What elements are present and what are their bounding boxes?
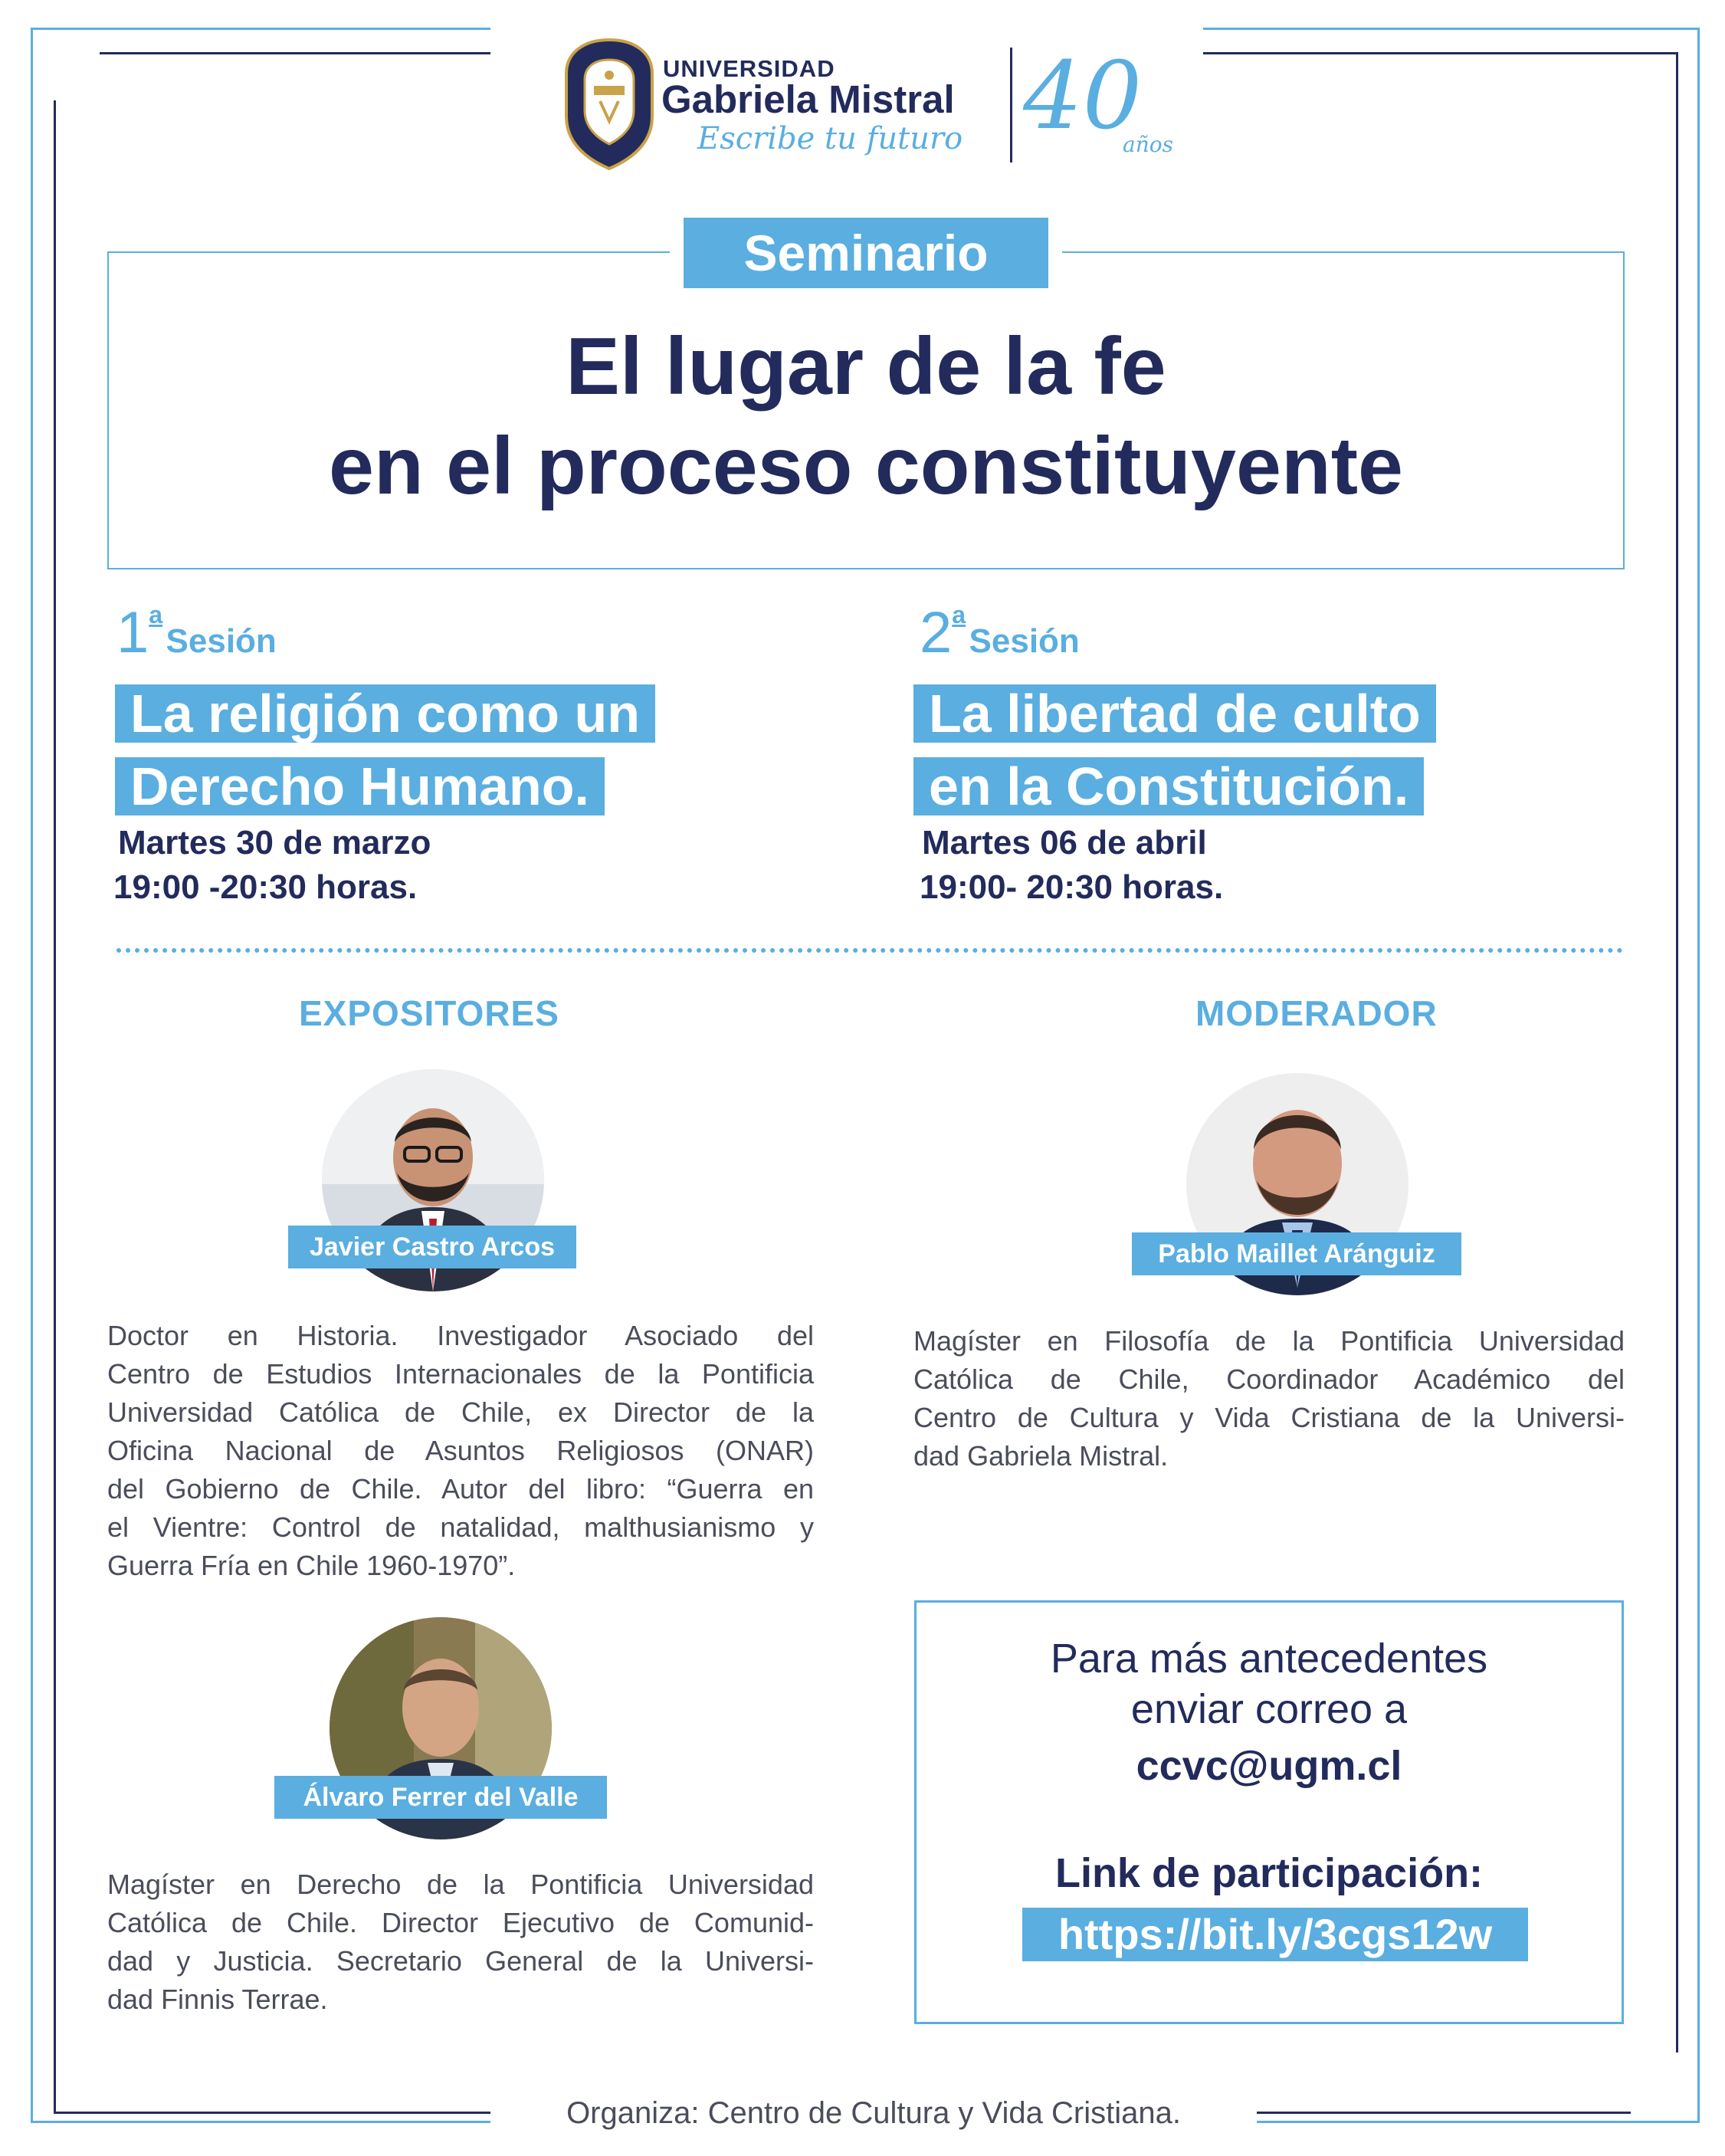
speaker-2-bio	[107, 1866, 814, 2019]
anniversary-number: 40	[1023, 41, 1143, 150]
speaker-2-bio-line: Magíster en Derecho de la Pontificia Universidad	[107, 1869, 814, 1900]
logo-divider	[1010, 48, 1012, 162]
speaker-1-bio-line: Doctor en Historia. Investigador Asociado del	[107, 1320, 814, 1351]
speaker-1-bio-line: del Gobierno de Chile. Autor del libro: “Guerra en	[107, 1473, 814, 1505]
moderator-bio-line: Católica de Chile, Coordinador Académico del	[913, 1363, 1625, 1395]
session-1-topic-line1: La religión como un	[115, 684, 655, 743]
session-2-superscript: a	[952, 601, 966, 628]
session-1-header	[116, 600, 277, 665]
speaker-1-bio-line: Centro de Estudios Internacionales de la Pontificia	[107, 1358, 814, 1390]
moderator-bio	[913, 1322, 1625, 1475]
expositores-heading: EXPOSITORES	[299, 993, 559, 1033]
moderator-bio-line: Centro de Cultura y Vida Cristiana de la Universi-	[913, 1402, 1625, 1433]
session-2-header	[920, 600, 1080, 665]
speaker-1-bio	[107, 1317, 814, 1585]
contact-line1: Para más antecedentes	[1050, 1636, 1488, 1682]
frame-corner-bottom-right	[1631, 2053, 1700, 2123]
contact-email-link[interactable]: ccvc@ugm.cl	[1136, 1743, 1402, 1789]
university-name: Gabriela Mistral	[661, 77, 955, 121]
session-1-topic-line2: Derecho Humano.	[115, 757, 605, 815]
session-2-number: 2	[920, 600, 953, 665]
event-title-line2: en el proceso constituyente	[329, 421, 1403, 511]
speaker-1-bio-line: el Vientre: Control de natalidad, malthusianismo y	[107, 1511, 814, 1543]
moderador-heading: MODERADOR	[1195, 993, 1438, 1033]
university-seal-logo	[563, 37, 655, 172]
moderator-name-tag: Pablo Maillet Aránguiz	[1132, 1232, 1461, 1275]
speaker-1-bio-line: Guerra Fría en Chile 1960-1970”.	[107, 1550, 516, 1581]
participation-link[interactable]: https://bit.ly/3cgs12w	[1022, 1908, 1528, 1961]
session-1-superscript: a	[149, 601, 163, 628]
session-1-label: Sesión	[166, 622, 277, 660]
moderator-bio-line: Magíster en Filosofía de la Pontificia Universidad	[913, 1325, 1625, 1357]
participation-link-label: Link de participación:	[1054, 1850, 1484, 1896]
contact-line2: enviar correo a	[1130, 1686, 1408, 1732]
session-1-number: 1	[116, 600, 149, 665]
session-2-date: Martes 06 de abril	[922, 824, 1207, 861]
speaker-2-bio-line: dad y Justicia. Secretario General de la Universi-	[107, 1945, 814, 1977]
university-tagline: Escribe tu futuro	[697, 121, 963, 156]
session-2-topic-line1: La libertad de culto	[913, 684, 1436, 743]
session-1-time: 19:00 -20:30 horas.	[113, 868, 418, 906]
session-2-topic-line2: en la Constitución.	[913, 757, 1424, 815]
session-2-time: 19:00- 20:30 horas.	[920, 868, 1224, 906]
event-title-line1: El lugar de la fe	[566, 321, 1166, 412]
university-label-small: UNIVERSIDAD	[663, 55, 835, 82]
speaker-2-bio-line: Católica de Chile. Director Ejecutivo de Comunid-	[107, 1907, 814, 1938]
session-1-date: Martes 30 de marzo	[118, 824, 431, 861]
dotted-divider	[116, 948, 1623, 953]
anniversary-word: años	[1123, 132, 1173, 157]
speaker-2-name-tag: Álvaro Ferrer del Valle	[274, 1776, 607, 1819]
session-2-label: Sesión	[969, 622, 1080, 660]
frame-corner-top-left	[31, 28, 100, 100]
speaker-2-bio-line: dad Finnis Terrae.	[107, 1984, 328, 2015]
speaker-1-bio-line: Oficina Nacional de Asuntos Religiosos (ONAR)	[107, 1435, 814, 1466]
seminar-tag: Seminario	[684, 218, 1048, 288]
speaker-1-bio-line: Universidad Católica de Chile, ex Director de la	[107, 1396, 814, 1428]
contact-box	[914, 1600, 1624, 2024]
moderator-bio-line: dad Gabriela Mistral.	[913, 1440, 1169, 1472]
footer-organizer: Organiza: Centro de Cultura y Vida Cristiana.	[566, 2096, 1181, 2130]
speaker-1-name-tag: Javier Castro Arcos	[288, 1226, 576, 1268]
